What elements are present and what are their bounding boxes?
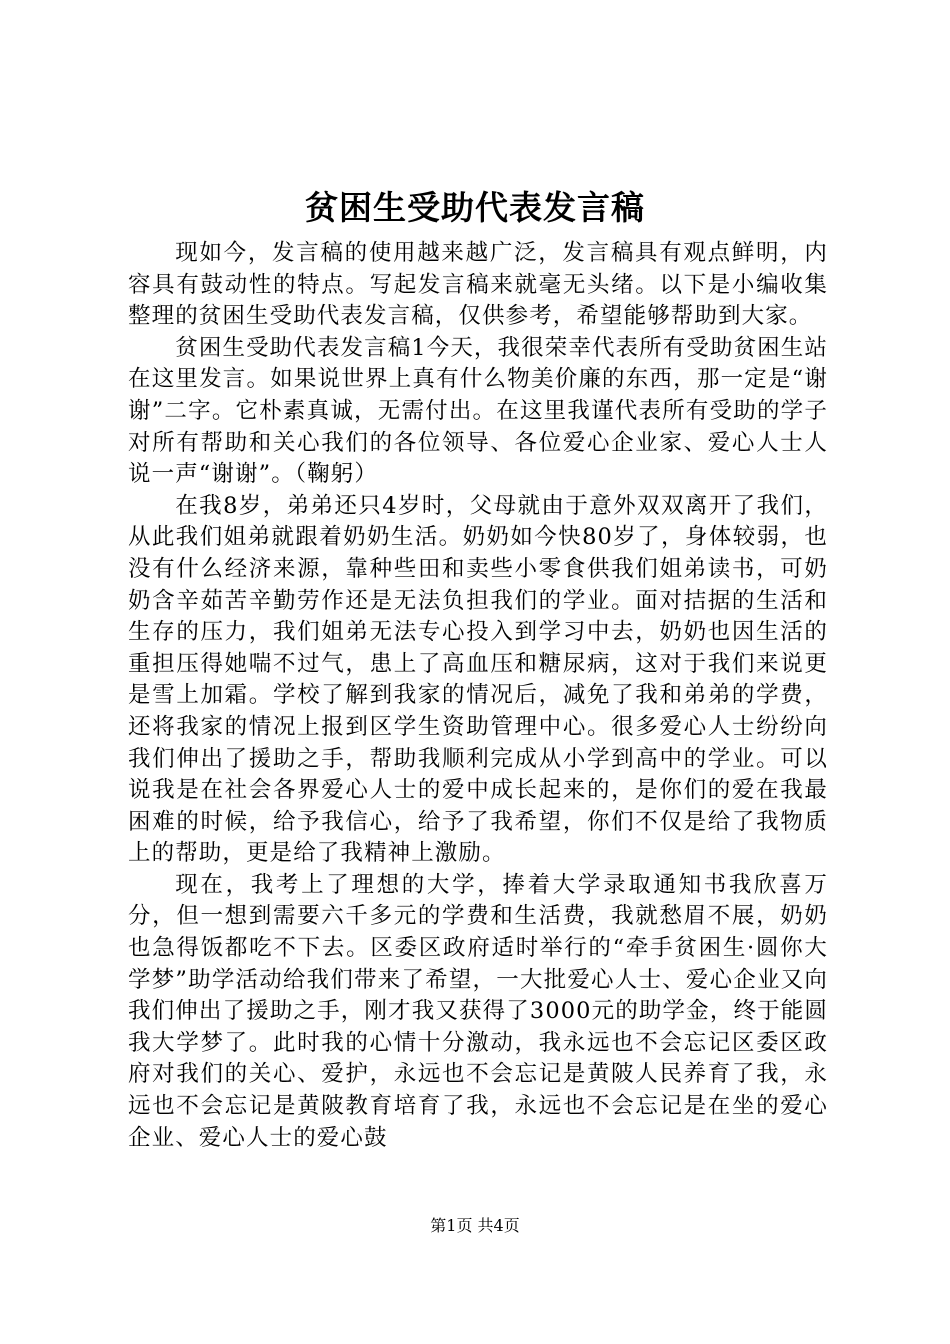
- document-title: 贫困生受助代表发言稿: [305, 188, 645, 227]
- page-number-footer: 第1页 共4页: [430, 1216, 520, 1235]
- paragraph-family-background: 在我8岁，弟弟还只4岁时，父母就由于意外双双离开了我们，从此我们姐弟就跟着奶奶生活。奶奶如今快80岁了，身体较弱，也没有什么经济来源，靠种些田和卖些小零食供我们姐弟读书，可奶奶含辛茹苦辛勤劳作还是无法负担我们的学业。面对拮据的生活和生存的压力，我们姐弟无法专心投入到学习中去，奶奶也因生活的重担压得她喘不过气，患上了高血压和糖尿病，这对于我们来说更是雪上加霜。学校了解到我家的情况后，减免了我和弟弟的学费，还将我家的情况上报到区学生资助管理中心。很多爱心人士纷纷向我们伸出了援助之手，帮助我顺利完成从小学到高中的学业。可以说我是在社会各界爱心人士的爱中成长起来的，是你们的爱在我最困难的时候，给予我信心，给予了我希望，你们不仅是给了我物质上的帮助，更是给了我精神上激励。: [128, 492, 828, 867]
- paragraph-university-admission: 现在，我考上了理想的大学，捧着大学录取通知书我欣喜万分，但一想到需要六千多元的学费和生活费，我就愁眉不展，奶奶也急得饭都吃不下去。区委区政府适时举行的“牵手贫困生·圆你大学梦”助学活动给我们带来了希望，一大批爱心人士、爱心企业又向我们伸出了援助之手，刚才我又获得了3000元的助学金，终于能圆我大学梦了。此时我的心情十分激动，我永远也不会忘记区委区政府对我们的关心、爱护，永远也不会忘记是黄陂人民养育了我，永远也不会忘记是黄陂教育培育了我，永远也不会忘记是在坐的爱心企业、爱心人士的爱心鼓: [128, 871, 828, 1151]
- paragraph-intro: 现如今，发言稿的使用越来越广泛，发言稿具有观点鲜明，内容具有鼓动性的特点。写起发言稿来就毫无头绪。以下是小编收集整理的贫困生受助代表发言稿，仅供参考，希望能够帮助到大家。: [128, 240, 828, 330]
- paragraph-speech-opening: 贫困生受助代表发言稿1今天，我很荣幸代表所有受助贫困生站在这里发言。如果说世界上真有什么物美价廉的东西，那一定是“谢谢”二字。它朴素真诚，无需付出。在这里我谨代表所有受助的学子对所有帮助和关心我们的各位领导、各位爱心企业家、爱心人士人说一声“谢谢”。（鞠躬）: [128, 334, 828, 488]
- document-body: [128, 238, 828, 1154]
